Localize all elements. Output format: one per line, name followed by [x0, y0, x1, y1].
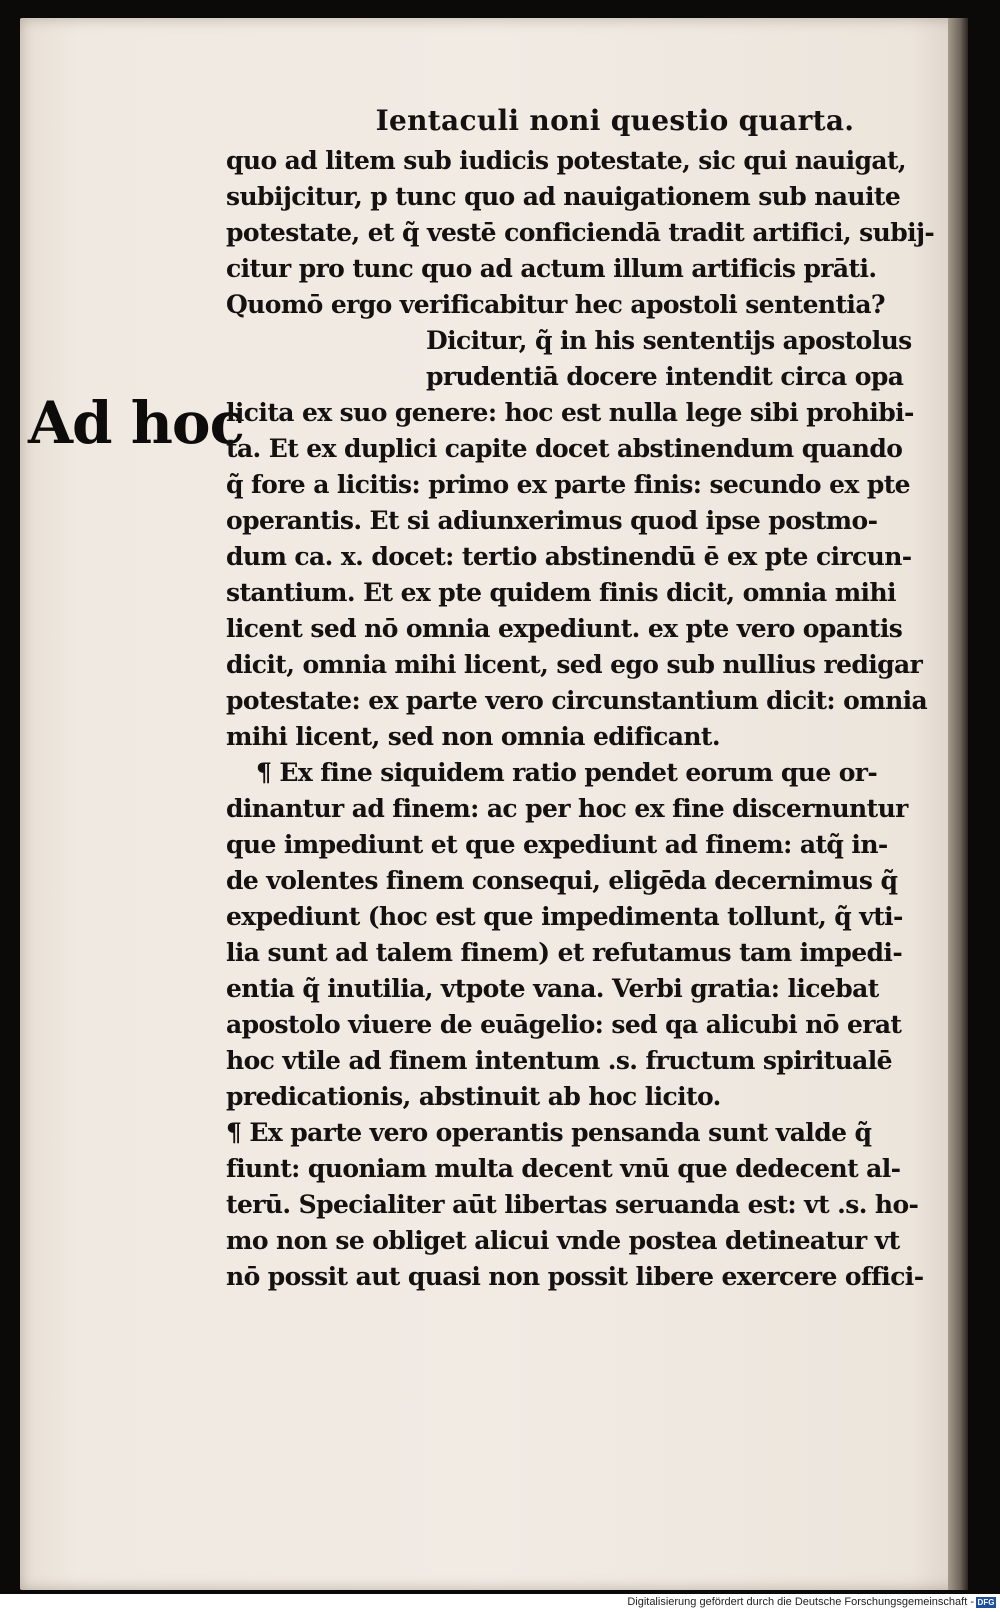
text-line: nō possit aut quasi non possit libere exercere offici- [226, 1262, 924, 1291]
text-line: mihi licent, sed non omnia edificant. [226, 722, 720, 751]
text-line: citur pro tunc quo ad actum illum artificis prāti. [226, 254, 877, 283]
text-line: mo non se obliget alicui vnde postea detineatur vt [226, 1226, 900, 1255]
text-line: entia q̃ inutilia, vtpote vana. Verbi gratia: licebat [226, 974, 879, 1003]
text-line: licita ex suo genere: hoc est nulla lege sibi prohibi- [226, 398, 914, 427]
text-line: subijcitur, p tunc quo ad nauigationem sub nauite [226, 182, 901, 211]
text-line: potestate: ex parte vero circunstantium dicit: omnia [226, 686, 928, 715]
page-edge [948, 18, 968, 1590]
text-line: ¶ Ex fine siquidem ratio pendet eorum que or- [256, 758, 878, 787]
text-line: Quomō ergo verificabitur hec apostoli sententia? [226, 290, 885, 319]
text-line: Dicitur, q̃ in his sententijs apostolus [426, 326, 912, 355]
text-line: licent sed nō omnia expediunt. ex pte vero opantis [226, 614, 903, 643]
text-line: expediunt (hoc est que impedimenta tollunt, q̃ vti- [226, 902, 903, 931]
text-line: de volentes finem consequi, eligēda decernimus q̃ [226, 866, 898, 895]
text-line: prudentiā docere intendit circa opa [426, 362, 904, 391]
text-block [226, 104, 944, 1295]
footer-bar [0, 1594, 1000, 1612]
text-line: lia sunt ad talem finem) et refutamus tam impedi- [226, 938, 903, 967]
book-page [20, 18, 968, 1590]
text-line: dicit, omnia mihi licent, sed ego sub nullius redigar [226, 650, 923, 679]
text-line: ¶ Ex parte vero operantis pensanda sunt valde q̃ [226, 1118, 872, 1147]
text-line: hoc vtile ad finem intentum .s. fructum spiritualē [226, 1046, 892, 1075]
running-head: Ientaculi noni questio quarta. [375, 104, 855, 137]
text-line: potestate, et q̃ vestē conficiendā tradit artifici, subij- [226, 218, 935, 247]
text-line: operantis. Et si adiunxerimus quod ipse postmo- [226, 506, 878, 535]
text-line: que impediunt et que expediunt ad finem: atq̃ in- [226, 830, 888, 859]
text-line: quo ad litem sub iudicis potestate, sic qui nauigat, [226, 146, 907, 175]
text-line: fiunt: quoniam multa decent vnū que dedecent al- [226, 1154, 901, 1183]
funding-credit: Digitalisierung gefördert durch die Deutsche Forschungsgemeinschaft - [627, 1596, 974, 1608]
text-line: q̃ fore a licitis: primo ex parte finis: secundo ex pte [226, 470, 910, 499]
dfg-logo-icon: DFG [977, 1598, 995, 1607]
decorated-initial: Ad hoc [28, 389, 244, 457]
text-line: stantium. Et ex pte quidem finis dicit, omnia mihi [226, 578, 896, 607]
text-line: predicationis, abstinuit ab hoc licito. [226, 1082, 721, 1111]
text-line: terū. Specialiter aūt libertas seruanda est: vt .s. ho- [226, 1190, 919, 1219]
text-line: apostolo viuere de euāgelio: sed qa alicubi nō erat [226, 1010, 902, 1039]
text-line: dinantur ad finem: ac per hoc ex fine discernuntur [226, 794, 908, 823]
text-line: dum ca. x. docet: tertio abstinendū ē ex pte circun- [226, 542, 912, 571]
text-line: ta. Et ex duplici capite docet abstinendum quando [226, 434, 903, 463]
